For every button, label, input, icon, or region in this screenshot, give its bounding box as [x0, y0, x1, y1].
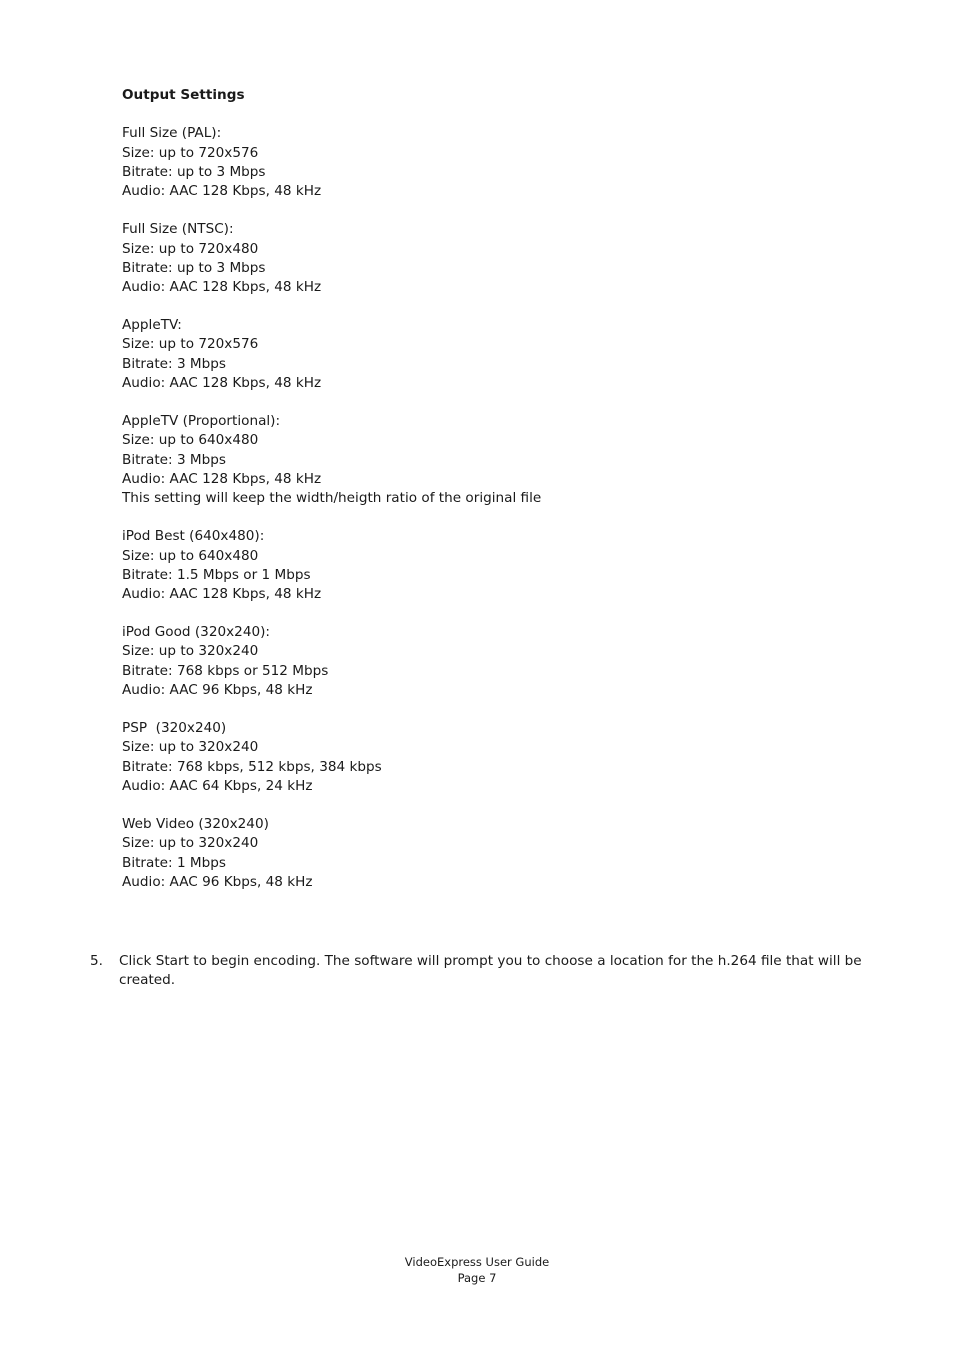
- preset-name: Web Video (320x240): [122, 816, 269, 833]
- preset-audio: Audio: AAC 128 Kbps, 48 kHz: [122, 585, 322, 602]
- footer-title: VideoExpress User Guide: [404, 1255, 550, 1269]
- preset-size: Size: up to 640x480: [122, 432, 259, 449]
- preset-full-size-pal: [122, 124, 822, 201]
- preset-audio: Audio: AAC 96 Kbps, 48 kHz: [122, 681, 313, 698]
- page-footer: [0, 1254, 954, 1286]
- preset-size: Size: up to 320x240: [122, 835, 259, 852]
- preset-bitrate: Bitrate: up to 3 Mbps: [122, 259, 266, 276]
- preset-web-video: [122, 815, 822, 892]
- preset-bitrate: Bitrate: 768 kbps, 512 kbps, 384 kbps: [122, 758, 382, 775]
- preset-size: Size: up to 720x576: [122, 336, 259, 353]
- preset-audio: Audio: AAC 96 Kbps, 48 kHz: [122, 873, 313, 890]
- preset-size: Size: up to 320x240: [122, 739, 259, 756]
- output-settings-section: [122, 86, 822, 911]
- preset-name: iPod Best (640x480):: [122, 528, 265, 545]
- preset-name: iPod Good (320x240):: [122, 624, 270, 641]
- preset-audio: Audio: AAC 64 Kbps, 24 kHz: [122, 777, 313, 794]
- preset-ipod-good: [122, 623, 822, 700]
- preset-name: PSP (320x240): [122, 720, 227, 737]
- preset-size: Size: up to 720x480: [122, 240, 259, 257]
- preset-bitrate: Bitrate: 3 Mbps: [122, 451, 226, 468]
- preset-size: Size: up to 320x240: [122, 643, 259, 660]
- preset-bitrate: Bitrate: 1 Mbps: [122, 854, 226, 871]
- preset-bitrate: Bitrate: 1.5 Mbps or 1 Mbps: [122, 566, 311, 583]
- step-5: [90, 952, 862, 990]
- preset-audio: Audio: AAC 128 Kbps, 48 kHz: [122, 182, 322, 199]
- preset-full-size-ntsc: [122, 220, 822, 297]
- preset-bitrate: Bitrate: 768 kbps or 512 Mbps: [122, 662, 329, 679]
- preset-size: Size: up to 720x576: [122, 144, 259, 161]
- step-number: 5.: [90, 953, 103, 969]
- preset-note: This setting will keep the width/heigth ratio of the original file: [122, 489, 542, 506]
- preset-psp: [122, 719, 822, 796]
- preset-ipod-best: [122, 527, 822, 604]
- preset-appletv-proportional: [122, 412, 822, 508]
- preset-name: Full Size (NTSC):: [122, 221, 234, 238]
- preset-size: Size: up to 640x480: [122, 547, 259, 564]
- preset-name: AppleTV:: [122, 317, 182, 334]
- preset-name: AppleTV (Proportional):: [122, 413, 281, 430]
- preset-audio: Audio: AAC 128 Kbps, 48 kHz: [122, 470, 322, 487]
- footer-page-number: Page 7: [457, 1271, 497, 1285]
- section-heading: Output Settings: [122, 87, 245, 103]
- step-text-line-2: created.: [119, 972, 176, 989]
- preset-appletv: [122, 316, 822, 393]
- preset-bitrate: Bitrate: up to 3 Mbps: [122, 163, 266, 180]
- preset-audio: Audio: AAC 128 Kbps, 48 kHz: [122, 374, 322, 391]
- preset-name: Full Size (PAL):: [122, 125, 222, 142]
- preset-audio: Audio: AAC 128 Kbps, 48 kHz: [122, 278, 322, 295]
- step-text: [119, 952, 862, 990]
- step-text-line-1: Click Start to begin encoding. The software will prompt you to choose a location for the h.264 file that will be: [119, 953, 862, 969]
- preset-bitrate: Bitrate: 3 Mbps: [122, 355, 226, 372]
